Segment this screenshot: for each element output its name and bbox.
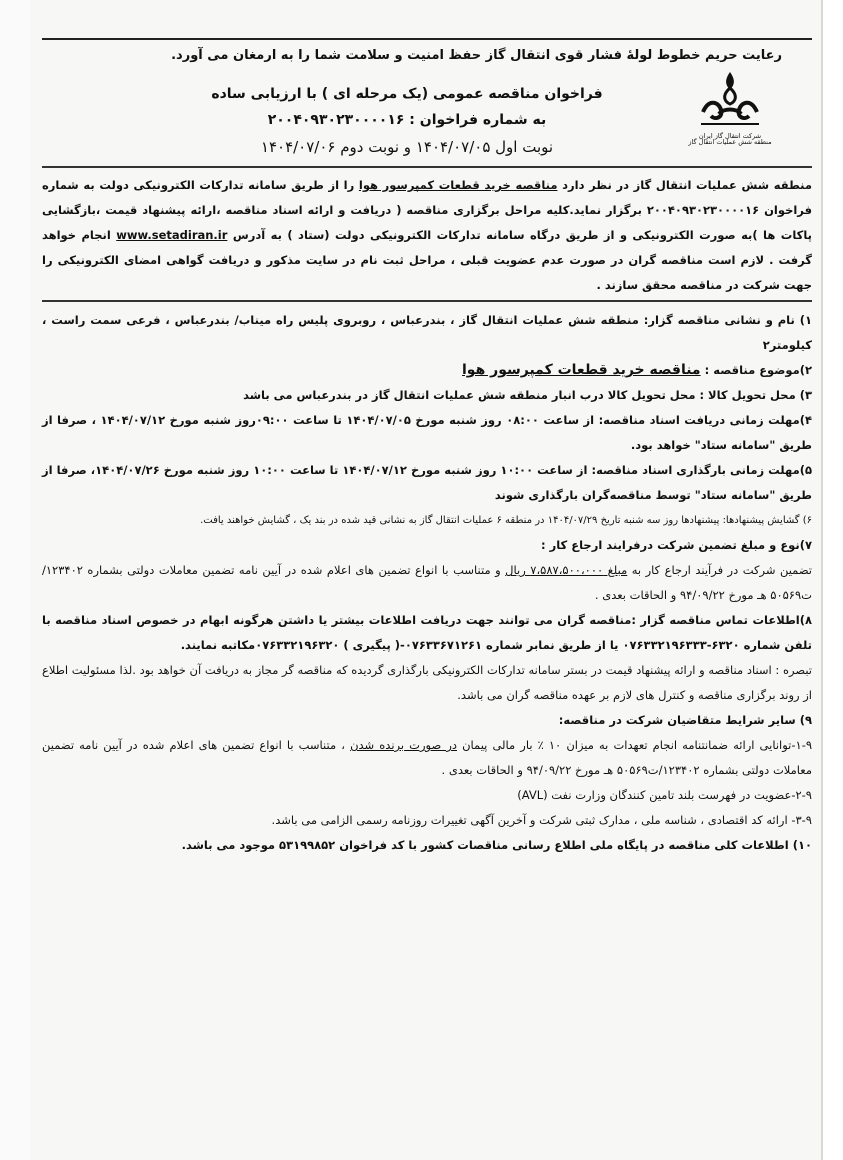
item-7-body (42, 558, 812, 608)
item-2 (42, 358, 812, 383)
safety-notice: رعایت حریم خطوط لولهٔ فشار قوی انتقال گاز حفظ امنیت و سلامت شما را به ارمغان می آورد. (171, 48, 782, 63)
item-5: ۵)مهلت زمانی بارگذاری اسناد مناقصه: از ساعت ۱۰:۰۰ روز شنبه مورخ ۱۴۰۴/۰۷/۱۲ تا ساعت ۱۰:۰۰ روز شنبه مورخ ۱۴۰۴/۰۷/۲۶، صرفا از طریق "سامانه ستاد" توسط مناقصه‌گران بارگذاری شوند (42, 463, 812, 502)
notice-body (42, 173, 812, 858)
call-number: به شماره فراخوان : ۲۰۰۴۰۹۳۰۲۳۰۰۰۰۱۶ (267, 112, 547, 128)
intro-subject: مناقصه خرید قطعات کمپرسور هوا (358, 178, 558, 192)
item-9-title: ۹) سایر شرایط متقاضیان شرکت در مناقصه: (558, 713, 812, 727)
item-7-text-1: تضمین شرکت در فرآیند ارجاع کار به (631, 563, 813, 577)
item-7-text-2: و متناسب با انواع تضمین های اعلام شده در آیین نامه تضمین معاملات دولتی بشماره ۱۲۳۴۰۲/ت۵۰۵۶۹ هـ مورخ ۹۴/۰۹/۲۲ و الحاقات بعدی . (42, 563, 812, 602)
item-6: ۶) گشایش پیشنهادها: پیشنهادها روز سه شنبه تاریخ ۱۴۰۴/۰۷/۲۹ در منطقه ۶ عملیات انتقال گاز به نشانی قید شده در بند یک ، گشایش خواهند یافت. (200, 515, 812, 526)
flame-logo-icon (695, 68, 765, 130)
scan-margin-left (0, 0, 30, 1160)
nigc-logo (688, 68, 772, 148)
item-8-note: تبصره : اسناد مناقصه و ارائه پیشنهاد قیمت در بستر سامانه تدارکات الکترونیکی بارگذاری گردیده که مناقصه گر مجاز به دریافت آن خواهد بود .لذا مسئولیت اطلاع از روند برگزاری مناقصه و کنترل های لازم بر عهده مناقصه گران می باشد. (42, 663, 812, 702)
intro-paragraph (42, 173, 812, 298)
item-1: ۱) نام و نشانی مناقصه گزار: منطقه شش عملیات انتقال گاز ، بندرعباس ، روبروی پلیس راه میناب/ بندرعباس ، فرعی سمت راست ، کیلومتر۲ (42, 313, 812, 352)
item-7-amount: مبلغ ۷،۵۸۷،۵۰۰،۰۰۰ ریال (505, 563, 628, 577)
item-2-subject: مناقصه خرید قطعات کمپرسور هوا (462, 362, 701, 378)
item-9-1-underlined: در صورت برنده شدن (350, 738, 457, 752)
title-block (122, 86, 692, 156)
intro-divider (42, 300, 812, 302)
intro-text-2: را از طریق سامانه تدارکات الکترونیکی دولت به شماره فراخوان ۲۰۰۴۰۹۳۰۲۳۰۰۰۰۱۶ برگزار نماید.کلیه مراحل برگزاری مناقصه ( دریافت و ارائه اسناد مناقصه ،ارائه پیشنهاد قیمت ،بازگشایی پاکات ها )به صورت الکترونیکی و از طریق درگاه سامانه تدارکات الکترونیکی دولت (ستاد ) به آدرس (42, 178, 812, 242)
logo-caption-company: شرکت انتقال گاز ایران (698, 132, 762, 140)
top-border-line (42, 38, 812, 40)
item-2-label: ۲)موضوع مناقصه : (704, 363, 812, 377)
logo-caption-region: منطقه شش عملیات انتقال گاز (688, 138, 772, 146)
item-9-1-text-2: ، متناسب با انواع تضمین های اعلام شده در آیین نامه تضمین معاملات دولتی بشماره ۱۲۳۴۰۲/ت۵۰۵۶۹ هـ مورخ ۹۴/۰۹/۲۲ و الحاقات بعدی . (42, 738, 812, 777)
scan-margin-right (821, 0, 843, 1160)
item-4: ۴)مهلت زمانی دریافت اسناد مناقصه: از ساعت ۰۸:۰۰ روز شنبه مورخ ۱۴۰۴/۰۷/۰۵ تا ساعت ۰۹:۰۰روز شنبه مورخ ۱۴۰۴/۰۷/۱۲ ، صرفا از طریق "سامانه ستاد" خواهد بود. (42, 413, 813, 452)
setad-url-link[interactable]: www.setadiran.ir (116, 228, 228, 242)
item-8: ۸)اطلاعات تماس مناقصه گزار :مناقصه گران می توانند جهت دریافت اطلاعات بیشتر یا داشتن هرگونه ابهام در خصوص اسناد مناقصه با تلفن شماره ۶۳۲۰-۰۷۶۳۳۲۱۹۶۳۳۳ یا از طریق نمابر شماره ۰۷۶۳۳۶۷۱۲۶۱-( پیگیری ) ۰۷۶۳۳۲۱۹۶۳۲۰مکاتبه نمایند. (42, 613, 812, 652)
tender-notice-document (42, 38, 813, 852)
item-9-2: ۲-۹-عضویت در فهرست بلند تامین کنندگان وزارت نفت (AVL) (517, 788, 812, 802)
intro-text-3: انجام خواهد گرفت . لازم است مناقصه گران در صورت عدم عضویت قبلی ، مراحل ثبت نام در سایت مذکور و دریافت گواهی امضای الکترونیکی را جهت شرکت در مناقصه محقق سازند . (42, 228, 812, 292)
item-3: ۳) محل تحویل کالا : محل تحویل کالا درب انبار منطقه شش عملیات انتقال گاز در بندرعباس می باشد (243, 388, 812, 402)
publication-dates: نوبت اول ۱۴۰۴/۰۷/۰۵ و نوبت دوم ۱۴۰۴/۰۷/۰۶ (260, 138, 554, 156)
item-7-title: ۷)نوع و مبلغ تضمین شرکت درفرایند ارجاع کار : (541, 538, 812, 552)
item-9-1 (42, 733, 812, 783)
item-9-1-text-1: ۱-۹-توانایی ارائه ضمانتنامه انجام تعهدات به میزان ۱۰ ٪ بار مالی پیمان (462, 738, 813, 752)
item-9-3: ۳-۹- ارائه کد اقتصادی ، شناسه ملی ، مدارک ثبتی شرکت و آخرین آگهی تغییرات روزنامه رسمی الزامی می باشد. (271, 813, 812, 827)
intro-text-1: منطقه شش عملیات انتقال گاز در نظر دارد (562, 178, 813, 192)
item-10: ۱۰) اطلاعات کلی مناقصه در پایگاه ملی اطلاع رسانی مناقصات کشور با کد فراخوان ۵۳۱۹۹۸۵۲ موجود می باشد. (181, 838, 812, 852)
notice-title: فراخوان مناقصه عمومی (یک مرحله ای ) با ارزیابی ساده (211, 86, 603, 102)
title-divider (42, 166, 812, 168)
